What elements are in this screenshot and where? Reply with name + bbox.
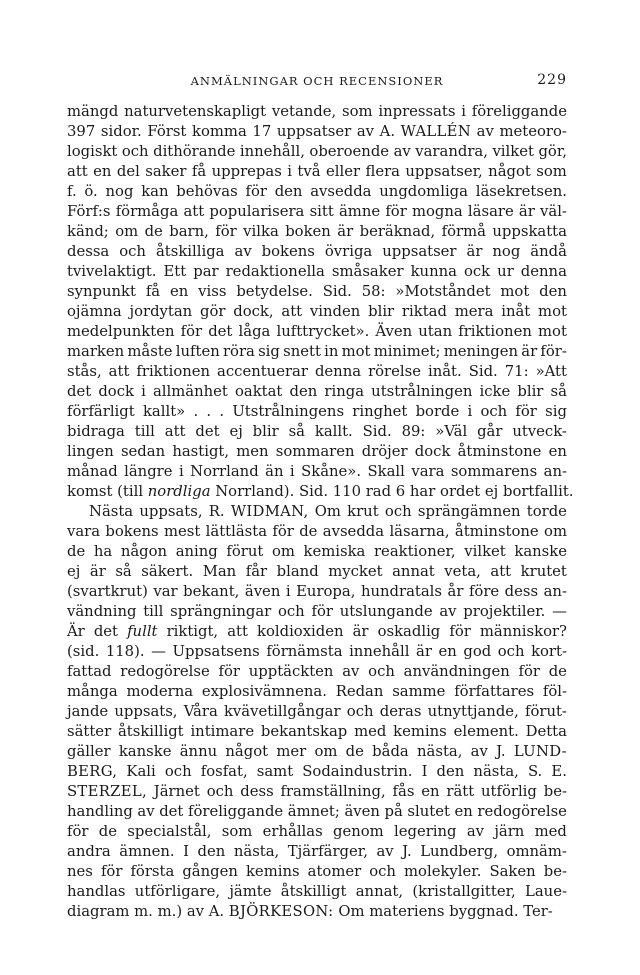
text-line: mängd naturvetenskapligt vetande, som inpressats i föreliggande: [67, 103, 567, 120]
text-line: vändning till sprängningar och för utslungande av projektiler. —: [67, 603, 567, 620]
text-line: gäller kanske ännu något mer om de båda nästa, av J. LUND-: [67, 743, 567, 760]
text-line: nes för första gången kemins atomer och molekyler. Saken be-: [67, 863, 567, 880]
text-line: många moderna explosivämnena. Redan samme författares föl-: [67, 683, 567, 700]
text-line: handlas utförligare, jämte åtskilligt annat, (kristallgitter, Laue-: [67, 883, 567, 900]
running-title: ANMÄLNINGAR OCH RECENSIONER: [190, 74, 444, 88]
text-line: ojämna jordytan gör dock, att vinden blir riktad mera inåt mot: [67, 303, 567, 320]
text-line: f. ö. nog kan behövas för den avsedda ungdomliga läsekretsen.: [67, 183, 567, 200]
running-head: [67, 70, 567, 92]
text-line: dessa och åtskilliga av bokens övriga uppsatser är nog ändå: [67, 243, 567, 260]
text-line: fattad redogörelse för upptäckten av och användningen för de: [67, 663, 567, 680]
text-line: handling av det föreliggande ämnet; även på slutet en redogörelse: [67, 803, 567, 820]
text-line: känd; om de barn, för vilka boken är beräknad, förmå uppskatta: [67, 223, 567, 240]
text-line: bidraga till att det ej blir så kallt. Sid. 89: »Väl går utveck-: [67, 423, 567, 440]
text-line: de ha någon aning förut om kemiska reaktioner, vilket kanske: [67, 543, 567, 560]
text-line: det dock i allmänhet oaktat den ringa utstrålningen icke blir så: [67, 383, 567, 400]
text-line: synpunkt få en viss betydelse. Sid. 58: »Motståndet mot den: [67, 283, 567, 300]
text-line: jande uppsats, Våra kvävetillgångar och deras utnyttjande, förut-: [67, 703, 567, 720]
text-line: BERG, Kali och fosfat, samt Sodaindustrin. I den nästa, S. E.: [67, 763, 567, 780]
text-line: (sid. 118). — Uppsatsens förnämsta innehåll är en god och kort-: [67, 643, 567, 660]
text-line: marken måste luften röra sig snett in mot minimet; meningen är för-: [67, 343, 567, 360]
text-line: diagram m. m.) av A. BJÖRKESON: Om materiens byggnad. Ter-: [67, 903, 553, 920]
text-line: medelpunkten för det låga lufttrycket». Även utan friktionen mot: [67, 323, 567, 340]
text-line: månad längre i Norrland än i Skåne». Skall vara sommarens an-: [67, 463, 567, 480]
text-line: förfärligt kallt» . . . Utstrålningens ringhet borde i och för sig: [67, 403, 567, 420]
text-line: Nästa uppsats, R. WIDMAN, Om krut och sprängämnen torde: [89, 503, 567, 520]
document-page: [67, 70, 574, 922]
text-line: stås, att friktionen accentuerar denna rörelse inåt. Sid. 71: »Att: [67, 363, 567, 380]
text-line: logiskt och dithörande innehåll, oberoende av varandra, vilket gör,: [67, 143, 567, 160]
page-number: 229: [537, 72, 567, 88]
text-line: lingen sedan hastigt, men sommaren dröjer dock åtminstone en: [67, 443, 567, 460]
text-line: tvivelaktigt. Ett par redaktionella småsaker kunna ock ur denna: [67, 263, 567, 280]
text-line: för de specialstål, som erhållas genom legering av järn med: [67, 823, 567, 840]
text-line: sätter åtskilligt intimare bekantskap med kemins element. Detta: [67, 723, 567, 740]
text-line: komst (till nordliga Norrland). Sid. 110 rad 6 har ordet ej bortfallit.: [67, 483, 574, 500]
text-line: Är det fullt riktigt, att koldioxiden är oskadlig för människor?: [67, 623, 567, 640]
text-line: Förf:s förmåga att popularisera sitt ämne för mogna läsare är väl-: [67, 203, 567, 220]
text-line: (svartkrut) var bekant, även i Europa, hundratals år före dess an-: [67, 583, 567, 600]
text-line: ej är så säkert. Man får bland mycket annat veta, att krutet: [67, 563, 567, 580]
text-line: STERZEL, Järnet och dess framställning, fås en rätt utförlig be-: [67, 783, 567, 800]
text-line: 397 sidor. Först komma 17 uppsatser av A. WALLÉN av meteoro-: [67, 123, 567, 140]
text-line: andra ämnen. I den nästa, Tjärfärger, av J. Lundberg, omnäm-: [67, 843, 567, 860]
text-line: vara bokens mest lättlästa för de avsedda läsarna, åtminstone om: [67, 523, 567, 540]
text-line: att en del saker få upprepas i två eller flera uppsatser, något som: [67, 163, 567, 180]
body-text: [67, 102, 574, 922]
